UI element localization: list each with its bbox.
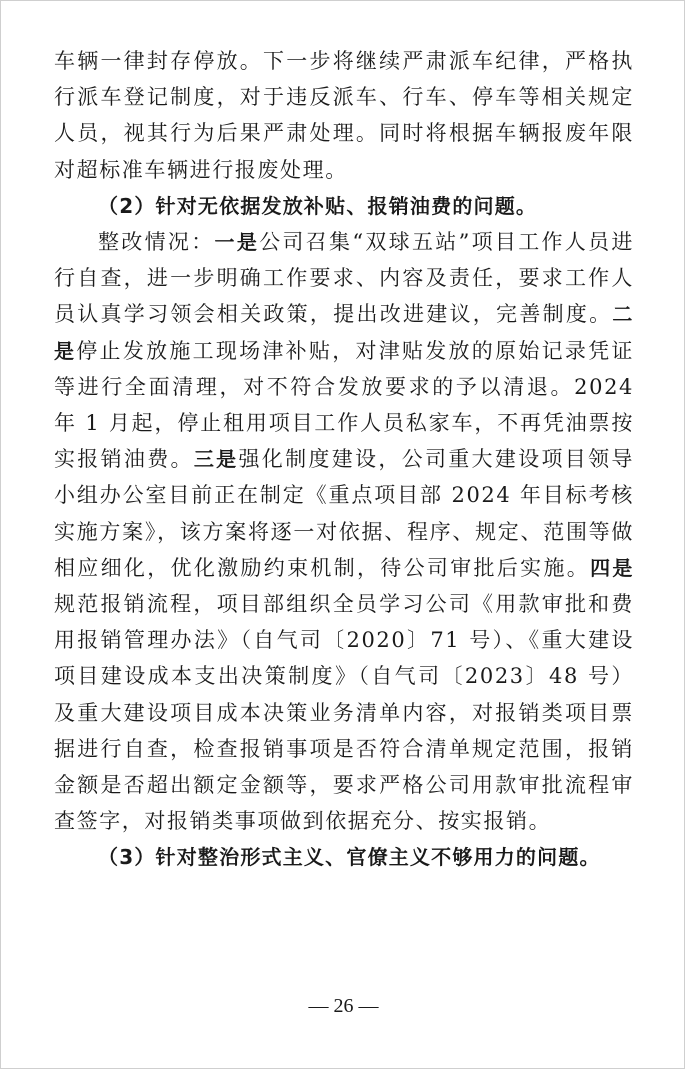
paragraph-vehicle-management: 车辆一律封存停放。下一步将继续严肃派车纪律，严格执行派车登记制度，对于违反派车、行车、停车等相关规定人员，视其行为后果严肃处理。同时将根据车辆报废年限对超标准车辆进行报废处理。 [54,49,634,182]
document-body [54,43,634,876]
point-4-label: 四是 [590,555,634,580]
section-heading-3: （3）针对整治形式主义、官僚主义不够用力的问题。 [98,845,601,870]
point-1-label: 一是 [214,230,260,255]
page-number: — 26 — [308,995,379,1017]
section-heading-2: （2）针对无依据发放补贴、报销油费的问题。 [98,193,538,218]
point-1-text: 公司召集“双球五站”项目工作人员进行自查，进一步明确工作要求、内容及责任，要求工作人员认真学习领会相关政策，提出改进建议，完善制度。 [54,230,635,327]
point-4-text: 规范报销流程，项目部组织全员学习公司《用款审批和费用报销管理办法》（自气司〔2020〕71 号）、《重大建设项目建设成本支出决策制度》（自气司〔2023〕48 号）及重大建设项目成本决策业务清单内容，对报销类项目票据进行自查，检查报销事项是否符合清单规定范围，报销金额是否超出额定金额等，要求严格公司用款审批流程审查签字，对报销类事项做到依据充分、按实报销。 [54,592,634,834]
point-3-text: 强化制度建设，公司重大建设项目领导小组办公室目前正在制定《重点项目部 2024 年目标考核实施方案》，该方案将逐一对依据、程序、规定、范围等做相应细化，优化激励约束机制，待公司审批后实施。 [54,447,635,580]
point-3-label: 三是 [193,447,239,472]
paragraph-rectification [54,224,634,839]
point-2-label: 二是 [54,302,634,363]
rectification-intro: 整改情况： [98,230,215,255]
point-2-text: 停止发放施工现场津补贴，对津贴发放的原始记录凭证等进行全面清理，对不符合发放要求的予以清退。2024 年 1 月起，停止租用项目工作人员私家车，不再凭油票按实报销油费。 [54,338,634,472]
